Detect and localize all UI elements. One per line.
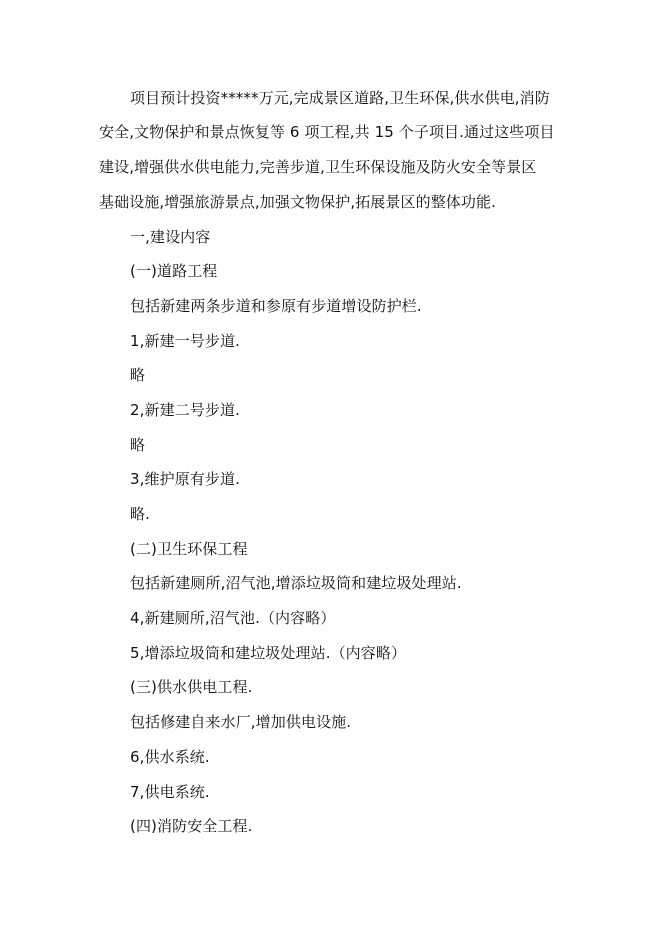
list-item: 4,新建厕所,沼气池.（内容略） (130, 609, 336, 627)
list-item: 7,供电系统. (130, 783, 210, 801)
paragraph-line: 包括修建自来水厂,增加供电设施. (130, 713, 352, 731)
intro-line-2: 安全,文物保护和景点恢复等 6 项工程,共 15 个子项目.通过这些项目 (99, 123, 555, 141)
list-item: 2,新建二号步道. (130, 401, 240, 419)
list-item: 5,增添垃圾筒和建垃圾处理站.（内容略） (130, 644, 407, 662)
paragraph-line: 略. (130, 505, 150, 523)
list-item: 1,新建一号步道. (130, 332, 240, 350)
subsection-heading: (二)卫生环保工程 (130, 540, 248, 558)
intro-line-4: 基础设施,增强旅游景点,加强文物保护,拓展景区的整体功能. (99, 193, 496, 211)
intro-line-1: 项目预计投资*****万元,完成景区道路,卫生环保,供水供电,消防 (130, 89, 550, 107)
list-item: 3,维护原有步道. (130, 470, 240, 488)
subsection-heading: (一)道路工程 (130, 262, 218, 280)
subsection-heading: (三)供水供电工程. (130, 678, 253, 696)
intro-line-3: 建设,增强供水供电能力,完善步道,卫生环保设施及防火安全等景区 (99, 158, 537, 176)
section-heading: 一,建设内容 (130, 228, 211, 246)
paragraph-line: 包括新建厕所,沼气池,增添垃圾筒和建垃圾处理站. (130, 574, 462, 592)
paragraph-line: 略 (130, 436, 146, 454)
paragraph-line: 包括新建两条步道和参原有步道增设防护栏. (130, 297, 422, 315)
subsection-heading: (四)消防安全工程. (130, 817, 253, 835)
list-item: 6,供水系统. (130, 748, 210, 766)
paragraph-line: 略 (130, 366, 146, 384)
